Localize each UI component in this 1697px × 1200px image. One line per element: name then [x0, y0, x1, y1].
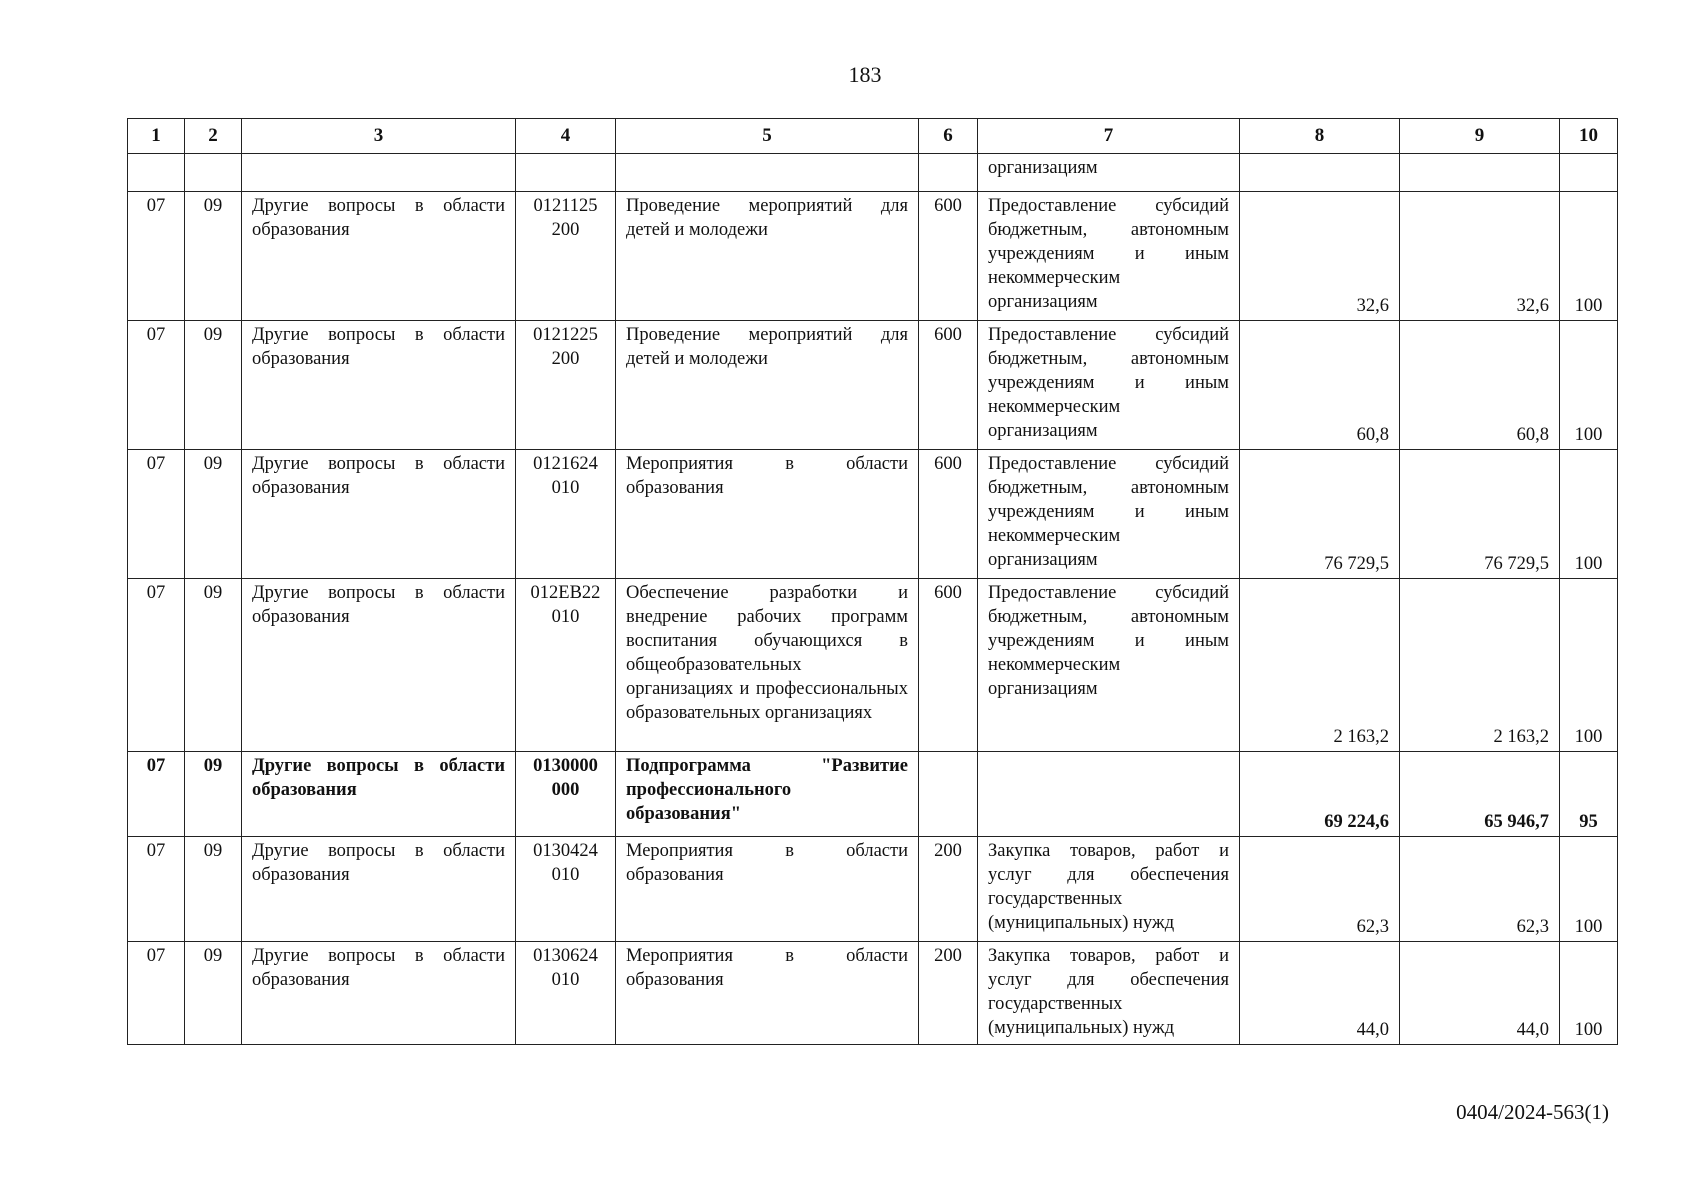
purpose-cell: Обеспечение разработки и внедрение рабочих программ воспитания обучающихся в общеобразовательных организациях и профессиональных образовательных организациях — [616, 579, 919, 752]
section-code-cell: 07 — [128, 450, 185, 579]
table-row — [128, 579, 1618, 752]
subsection-code-cell: 09 — [185, 942, 242, 1045]
section-code-cell: 07 — [128, 579, 185, 752]
plan-amount-cell: 62,3 — [1240, 837, 1400, 942]
target-code-line: 0130000 — [533, 756, 598, 776]
section-code-cell: 07 — [128, 752, 185, 837]
target-code-line: 010 — [551, 478, 580, 498]
section-code-cell: 07 — [128, 321, 185, 450]
expense-type-cell: 600 — [919, 321, 978, 450]
purpose-cell: Мероприятия в области образования — [616, 450, 919, 579]
expense-name-cell: Закупка товаров, работ и услуг для обеспечения государственных (муниципальных) нужд — [978, 942, 1240, 1045]
fact-amount-cell: 65 946,7 — [1400, 752, 1560, 837]
section-name-cell: Другие вопросы в области образования — [242, 942, 516, 1045]
subsection-code-cell: 09 — [185, 321, 242, 450]
table-row — [128, 752, 1618, 837]
target-code-line: 010 — [551, 970, 580, 990]
percent-cell: 100 — [1560, 942, 1618, 1045]
plan-amount-cell: 32,6 — [1240, 192, 1400, 321]
header-row — [128, 119, 1618, 154]
target-code-line: 200 — [551, 349, 580, 369]
table-cell — [185, 154, 242, 192]
plan-amount-cell: 60,8 — [1240, 321, 1400, 450]
expense-type-cell: 600 — [919, 450, 978, 579]
fact-amount-cell: 62,3 — [1400, 837, 1560, 942]
header-cell: 1 — [128, 119, 185, 154]
purpose-cell: Проведение мероприятий для детей и молодежи — [616, 321, 919, 450]
section-code-cell: 07 — [128, 942, 185, 1045]
target-code-line: 0121225 — [533, 325, 598, 345]
page-number: 183 — [848, 62, 882, 87]
expense-type-cell — [919, 752, 978, 837]
continuation-row — [128, 154, 1618, 192]
header-cell: 7 — [978, 119, 1240, 154]
percent-cell: 100 — [1560, 450, 1618, 579]
expense-type-cell: 600 — [919, 579, 978, 752]
percent-cell: 95 — [1560, 752, 1618, 837]
table-row — [128, 942, 1618, 1045]
table-cell — [516, 154, 616, 192]
table-cell — [1240, 154, 1400, 192]
plan-amount-cell: 44,0 — [1240, 942, 1400, 1045]
purpose-cell: Мероприятия в области образования — [616, 942, 919, 1045]
expense-type-cell: 200 — [919, 837, 978, 942]
target-code-cell — [516, 752, 616, 837]
table-row — [128, 837, 1618, 942]
table-cell — [1560, 154, 1618, 192]
header-cell: 2 — [185, 119, 242, 154]
fact-amount-cell: 76 729,5 — [1400, 450, 1560, 579]
target-code-line: 010 — [551, 865, 580, 885]
fact-amount-cell: 32,6 — [1400, 192, 1560, 321]
budget-table — [127, 118, 1618, 1045]
document-code: 0404/2024-563(1) — [1456, 1100, 1609, 1124]
percent-cell: 100 — [1560, 192, 1618, 321]
subsection-code-cell: 09 — [185, 837, 242, 942]
fact-amount-cell: 44,0 — [1400, 942, 1560, 1045]
section-name-cell: Другие вопросы в области образования — [242, 192, 516, 321]
header-cell: 10 — [1560, 119, 1618, 154]
expense-name-cell: организациям — [978, 154, 1240, 192]
table-row — [128, 321, 1618, 450]
subsection-code-cell: 09 — [185, 192, 242, 321]
percent-cell: 100 — [1560, 579, 1618, 752]
subsection-code-cell: 09 — [185, 579, 242, 752]
expense-type-cell: 200 — [919, 942, 978, 1045]
expense-name-cell: Предоставление субсидий бюджетным, автономным учреждениям и иным некоммерческим организациям — [978, 321, 1240, 450]
target-code-cell — [516, 837, 616, 942]
header-cell: 5 — [616, 119, 919, 154]
header-cell: 4 — [516, 119, 616, 154]
expense-name-cell — [978, 752, 1240, 837]
section-name-cell: Другие вопросы в области образования — [242, 752, 516, 837]
section-name-cell: Другие вопросы в области образования — [242, 579, 516, 752]
percent-cell: 100 — [1560, 321, 1618, 450]
target-code-cell — [516, 192, 616, 321]
target-code-line: 200 — [551, 220, 580, 240]
purpose-cell: Мероприятия в области образования — [616, 837, 919, 942]
table-cell — [616, 154, 919, 192]
fact-amount-cell: 60,8 — [1400, 321, 1560, 450]
table-cell — [919, 154, 978, 192]
target-code-cell — [516, 579, 616, 752]
table-row — [128, 450, 1618, 579]
purpose-cell: Проведение мероприятий для детей и молодежи — [616, 192, 919, 321]
section-code-cell: 07 — [128, 192, 185, 321]
table-body — [128, 119, 1618, 1045]
header-cell: 3 — [242, 119, 516, 154]
subsection-code-cell: 09 — [185, 752, 242, 837]
purpose-cell: Подпрограмма "Развитие профессионального образования" — [616, 752, 919, 837]
target-code-line: 010 — [551, 607, 580, 627]
plan-amount-cell: 69 224,6 — [1240, 752, 1400, 837]
section-name-cell: Другие вопросы в области образования — [242, 837, 516, 942]
plan-amount-cell: 76 729,5 — [1240, 450, 1400, 579]
subsection-code-cell: 09 — [185, 450, 242, 579]
section-name-cell: Другие вопросы в области образования — [242, 450, 516, 579]
section-code-cell: 07 — [128, 837, 185, 942]
target-code-line: 0130424 — [533, 841, 598, 861]
target-code-line: 0121125 — [533, 196, 598, 216]
fact-amount-cell: 2 163,2 — [1400, 579, 1560, 752]
header-cell: 6 — [919, 119, 978, 154]
target-code-line: 0130624 — [533, 946, 598, 966]
table-row — [128, 192, 1618, 321]
table-cell — [128, 154, 185, 192]
header-cell: 9 — [1400, 119, 1560, 154]
target-code-cell — [516, 942, 616, 1045]
expense-type-cell: 600 — [919, 192, 978, 321]
target-code-cell — [516, 450, 616, 579]
target-code-cell — [516, 321, 616, 450]
table-cell — [1400, 154, 1560, 192]
expense-name-cell: Закупка товаров, работ и услуг для обеспечения государственных (муниципальных) нужд — [978, 837, 1240, 942]
plan-amount-cell: 2 163,2 — [1240, 579, 1400, 752]
expense-name-cell: Предоставление субсидий бюджетным, автономным учреждениям и иным некоммерческим организациям — [978, 579, 1240, 752]
section-name-cell: Другие вопросы в области образования — [242, 321, 516, 450]
header-cell: 8 — [1240, 119, 1400, 154]
percent-cell: 100 — [1560, 837, 1618, 942]
expense-name-cell: Предоставление субсидий бюджетным, автономным учреждениям и иным некоммерческим организациям — [978, 192, 1240, 321]
table-cell — [242, 154, 516, 192]
expense-name-cell: Предоставление субсидий бюджетным, автономным учреждениям и иным некоммерческим организациям — [978, 450, 1240, 579]
target-code-line: 0121624 — [533, 454, 598, 474]
target-code-line: 012ЕВ22 — [530, 583, 601, 603]
target-code-line: 000 — [551, 780, 580, 800]
